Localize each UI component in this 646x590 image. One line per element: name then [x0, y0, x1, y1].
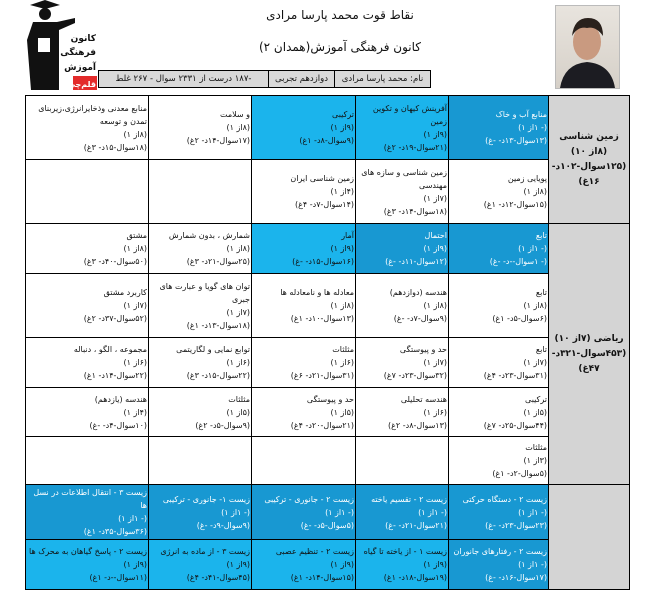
- subject-stats: (۱۲۵سوال-۱۰۲د- ۱۶غ): [551, 161, 627, 187]
- topic-stats: (۱۷سوال-۱۴د- ۲غ): [186, 136, 250, 145]
- topic-title: ترکیبی: [525, 394, 547, 404]
- topic-cell: [356, 540, 449, 590]
- topic-cell: [356, 388, 449, 437]
- topic-rank: (۶از ۱): [330, 358, 354, 367]
- topic-title: ترکیبی: [332, 110, 354, 119]
- topic-rank: (۹از ۱): [423, 129, 447, 139]
- topic-cell: [356, 437, 449, 485]
- topic-stats: (۱۸سوال-۱۵د- ۳غ): [83, 142, 147, 152]
- topic-cell: [356, 224, 449, 274]
- topic-title: زیست ۳ - از ماده به انرژی: [160, 547, 250, 556]
- topic-title: و سلامت: [219, 110, 250, 119]
- topic-stats: (۱۴سوال-۷د- ۴غ): [295, 200, 354, 209]
- table-row: [26, 485, 630, 540]
- topic-cell: [449, 224, 549, 274]
- topic-rank: (۵از ۱): [330, 407, 354, 417]
- topic-rank: (۵از ۱): [523, 407, 547, 417]
- topic-rank: (۸از ۱): [523, 187, 547, 196]
- topic-stats: (۴۴سوال-۲۵د- ۷غ): [483, 420, 547, 430]
- topic-title: معادله ها و نامعادله ها: [280, 288, 354, 297]
- topic-cell: [356, 338, 449, 388]
- topic-rank: (۹از ۱): [226, 560, 250, 569]
- topic-rank: (۹از ۱): [330, 123, 354, 132]
- topic-rank: (۹از ۱): [330, 244, 354, 253]
- topic-rank: (۶از ۱): [123, 358, 147, 367]
- topic-rank: (۷از ۱): [226, 307, 250, 317]
- topic-rank: (۸از ۱): [330, 301, 354, 310]
- topic-cell: [26, 274, 149, 338]
- svg-text:کانون: کانون: [70, 34, 96, 44]
- subject-title: زمین شناسی (۸از ۱۰): [559, 131, 619, 157]
- topic-rank: (۸از ۱): [123, 129, 147, 139]
- topic-cell: [356, 160, 449, 224]
- topic-stats: (۱۲سوال-۱۱د- -غ): [385, 257, 447, 266]
- topic-rank: (- ۱از ۱): [221, 507, 250, 517]
- topic-cell: [26, 338, 149, 388]
- topic-cell: [252, 96, 356, 160]
- topic-rank: (۹از ۱): [123, 560, 147, 569]
- topic-cell: [449, 388, 549, 437]
- topic-title: توابع نمایی و لگاریتمی: [176, 345, 250, 354]
- topic-rank: (۸از ۱): [423, 301, 447, 310]
- student-name: نام: محمد پارسا مرادی: [335, 71, 431, 88]
- topic-title: احتمال: [424, 231, 447, 240]
- topic-rank: (۵از ۱): [226, 407, 250, 417]
- topic-title: زیست ۲ - پاسخ گیاهان به محرک ها: [29, 547, 147, 556]
- topic-title: شمارش ، بدون شمارش: [168, 231, 250, 240]
- topic-stats: (۵سوال-۵د- -غ): [300, 520, 354, 530]
- topic-rank: (۹از ۱): [423, 244, 447, 253]
- svg-text:قلم‌چی: قلم‌چی: [67, 80, 96, 89]
- topic-rank: (۷از ۱): [123, 301, 147, 310]
- topic-title: منابع معدنی وذخایرانرژی،زیربنای تمدن و توسعه: [38, 103, 147, 126]
- topic-stats: (۲۱سوال-۲۱د- -غ): [385, 520, 447, 530]
- topic-cell: [449, 437, 549, 485]
- topic-cell: [26, 224, 149, 274]
- topic-stats: (- ۱سوال--د- -غ): [489, 257, 547, 266]
- topic-rank: (- ۱از ۱): [518, 123, 547, 132]
- topic-title: تابع: [535, 231, 547, 240]
- topic-title: تابع: [535, 288, 547, 297]
- topic-stats: (۹سوال-۹د- -غ): [196, 520, 250, 530]
- table-row: [26, 96, 630, 160]
- topic-cell: [26, 388, 149, 437]
- topic-cell: [449, 338, 549, 388]
- topic-rank: (۹از ۱): [423, 560, 447, 569]
- topic-cell: [26, 437, 149, 485]
- table-row: [26, 224, 630, 274]
- topic-rank: (- ۱از ۱): [325, 507, 354, 517]
- topic-stats: (۳۲سوال-۲۳د- ۷غ): [383, 371, 447, 380]
- subject-header: [549, 485, 630, 590]
- topic-stats: (۵سوال-۲د- ۱غ): [492, 469, 547, 478]
- topic-title: مثلثات: [525, 443, 547, 452]
- subject-stats: (۴۵۳سوال-۳۲۱د- ۴۷غ): [551, 348, 627, 374]
- topic-rank: (- ۱از ۱): [518, 507, 547, 517]
- topic-title: هندسه (یازدهم): [94, 394, 147, 404]
- topic-stats: (۹سوال-۸د- ۱غ): [299, 136, 354, 145]
- topic-cell: [26, 540, 149, 590]
- topic-cell: [149, 388, 252, 437]
- topic-stats: (۲۳سوال-۲۳د- -غ): [485, 520, 547, 530]
- topic-title: زیست ۲ - تقسیم یاخته: [371, 494, 447, 504]
- topic-cell: [149, 96, 252, 160]
- topic-rank: (۷از ۱): [523, 358, 547, 367]
- student-info-bar: [98, 70, 431, 88]
- topic-stats: (۲۱سوال-۲۰د- ۴غ): [290, 420, 354, 430]
- topic-cell: [252, 388, 356, 437]
- topic-rank: (۴از ۱): [330, 187, 354, 196]
- topic-cell: [449, 160, 549, 224]
- topic-cell: [356, 96, 449, 160]
- topic-stats: (۱۳سوال-۸د- ۲غ): [388, 420, 447, 430]
- topic-title: زیست ۳ - انتقال اطلاعات در نسل ها: [33, 488, 147, 510]
- topic-title: زمین شناسی و سازه های مهندسی: [361, 167, 447, 190]
- topic-stats: (۲۲سوال-۱۴د- ۱غ): [83, 371, 147, 380]
- topic-cell: [252, 338, 356, 388]
- topic-rank: (۶از ۱): [423, 407, 447, 417]
- topic-cell: [149, 160, 252, 224]
- topic-rank: (۳از ۱): [523, 456, 547, 465]
- topic-stats: (۱۸سوال-۱۳د- ۱غ): [186, 320, 250, 330]
- topic-stats: (۲۵سوال-۲۱د- ۳غ): [186, 257, 250, 266]
- topic-cell: [26, 485, 149, 540]
- topic-stats: (۳۱سوال-۲۳د- ۴غ): [483, 371, 547, 380]
- topic-title: مثلثات: [332, 345, 354, 354]
- strengths-table: [25, 95, 630, 590]
- svg-text:آموزش: آموزش: [64, 63, 96, 73]
- topic-stats: (۱۰سوال-۴د- -غ): [89, 420, 147, 430]
- topic-cell: [26, 160, 149, 224]
- student-photo: [555, 5, 620, 89]
- topic-title: هندسه (دوازدهم): [389, 288, 447, 297]
- topic-rank: (- ۱از ۱): [118, 514, 147, 523]
- student-grade: دوازدهم تجربی: [269, 71, 335, 88]
- topic-title: زیست ۲ - جانوری - ترکیبی: [264, 494, 354, 504]
- topic-title: تابع: [535, 345, 547, 354]
- topic-rank: (- ۱از ۱): [518, 244, 547, 253]
- subject-header: [549, 96, 630, 224]
- page-title: نقاط قوت محمد پارسا مرادی: [266, 8, 414, 22]
- topic-rank: (۸از ۱): [523, 301, 547, 310]
- topic-title: زیست ۲ - رفتارهای جانوران: [453, 547, 547, 556]
- topic-cell: [356, 274, 449, 338]
- topic-title: زمین شناسی ایران: [290, 174, 354, 183]
- topic-stats: (۵۲سوال-۳۷د- ۲غ): [83, 314, 147, 323]
- topic-title: هندسه تحلیلی: [400, 394, 447, 404]
- table-row: [26, 160, 630, 224]
- subject-title: ریاضی (۷از ۱۰): [554, 333, 624, 344]
- topic-cell: [356, 485, 449, 540]
- topic-title: پویایی زمین: [507, 174, 547, 183]
- topic-cell: [149, 338, 252, 388]
- topic-stats: (۴۵سوال-۴۱د- ۴غ): [186, 573, 250, 582]
- topic-stats: (۱۶سوال-۱۵د- -غ): [292, 257, 354, 266]
- topic-cell: [149, 485, 252, 540]
- topic-cell: [252, 224, 356, 274]
- topic-cell: [449, 485, 549, 540]
- topic-rank: (۶از ۱): [226, 358, 250, 367]
- topic-title: آفرینش کیهان و تکوین زمین: [372, 103, 447, 126]
- topic-title: مجموعه ، الگو ، دنباله: [73, 345, 147, 354]
- topic-stats: (۳۱سوال-۲۱د- ۶غ): [290, 371, 354, 380]
- topic-title: توان های گویا و عبارت های جبری: [159, 281, 250, 304]
- topic-stats: (۱۳سوال-۱۰د- ۱غ): [290, 314, 354, 323]
- topic-title: آمار: [341, 231, 354, 240]
- overall-score: -۱۸۷ درست از ۲۳۳۱ سوال - ۲۶۷ غلط: [99, 71, 269, 88]
- topic-title: حد و پیوستگی: [306, 394, 354, 404]
- topic-rank: (۷از ۱): [423, 193, 447, 203]
- topic-stats: (۱۸سوال-۱۴د- ۳غ): [383, 206, 447, 216]
- topic-rank: (- ۱از ۱): [518, 560, 547, 569]
- topic-title: کاربرد مشتق: [103, 288, 147, 297]
- topic-cell: [252, 540, 356, 590]
- table-row: [26, 388, 630, 437]
- topic-stats: (۱۵سوال-۱۲د- ۱غ): [483, 200, 547, 209]
- topic-rank: (۸از ۱): [123, 244, 147, 253]
- topic-stats: (۳۶سوال-۳۵د- ۱غ): [83, 527, 147, 536]
- topic-rank: (- ۱از ۱): [418, 507, 447, 517]
- table-row: [26, 274, 630, 338]
- topic-rank: (۴از ۱): [123, 407, 147, 417]
- topic-cell: [26, 96, 149, 160]
- topic-stats: (۹سوال-۷د- -غ): [393, 314, 447, 323]
- topic-cell: [252, 485, 356, 540]
- topic-title: زیست ۲ - دستگاه حرکتی: [462, 494, 547, 504]
- topic-cell: [149, 274, 252, 338]
- topic-title: زیست ۲ - تنظیم عصبی: [275, 547, 354, 556]
- topic-rank: (۹از ۱): [330, 560, 354, 569]
- topic-rank: (۸از ۱): [226, 244, 250, 253]
- topic-stats: (۱۷سوال-۱۶د- -غ): [485, 573, 547, 582]
- topic-cell: [252, 274, 356, 338]
- topic-title: مثلثات: [228, 394, 250, 404]
- topic-cell: [449, 96, 549, 160]
- topic-stats: (۲۲سوال-۱۵د- ۳غ): [186, 371, 250, 380]
- topic-rank: (۸از ۱): [226, 123, 250, 132]
- topic-title: مشتق: [126, 231, 147, 240]
- topic-title: منابع آب و خاک: [495, 110, 547, 119]
- topic-stats: (۹سوال-۵د- ۲غ): [195, 420, 250, 430]
- topic-cell: [252, 160, 356, 224]
- topic-stats: (۱۵سوال-۱۴د- ۱غ): [290, 573, 354, 582]
- table-row: [26, 338, 630, 388]
- topic-stats: (۵۰سوال-۴۰د- ۳غ): [83, 257, 147, 266]
- topic-cell: [149, 437, 252, 485]
- topic-rank: (۷از ۱): [423, 358, 447, 367]
- topic-stats: (۱۹سوال-۱۸د- ۱غ): [383, 573, 447, 582]
- topic-cell: [449, 540, 549, 590]
- topic-title: زیست ۱- جانوری - ترکیبی: [162, 494, 250, 504]
- table-row: [26, 437, 630, 485]
- table-row: [26, 540, 630, 590]
- institute-name: کانون فرهنگی آموزش(همدان ۲): [258, 40, 422, 54]
- topic-stats: (۱۳سوال-۱۳د- -غ): [485, 136, 547, 145]
- topic-title: حد و پیوستگی: [399, 345, 447, 354]
- svg-text:فرهنگی: فرهنگی: [60, 48, 96, 58]
- topic-stats: (۲۱سوال-۱۹د- ۲غ): [383, 142, 447, 152]
- topic-stats: (۱۱سوال--د- ۱غ): [89, 573, 147, 582]
- kanoon-logo: [25, 0, 97, 92]
- topic-cell: [252, 437, 356, 485]
- topic-title: زیست ۱ - از یاخته تا گیاه: [363, 547, 447, 556]
- topic-cell: [149, 224, 252, 274]
- topic-stats: (۶سوال-۵د- ۱غ): [492, 314, 547, 323]
- subject-header: [549, 224, 630, 485]
- topic-cell: [149, 540, 252, 590]
- topic-cell: [449, 274, 549, 338]
